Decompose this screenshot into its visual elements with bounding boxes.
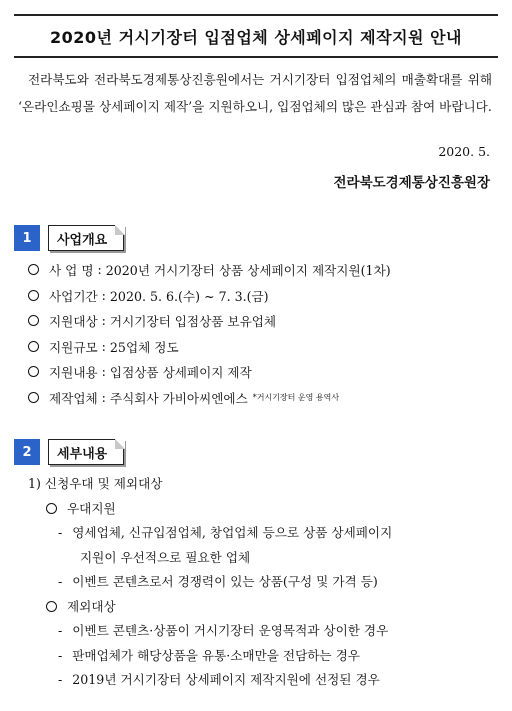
section-2-header: [14, 439, 124, 465]
group-title-row: [28, 497, 498, 522]
group-title: 제외대상: [67, 598, 116, 614]
item-value: 입점상품 상세페이지 제작: [109, 365, 252, 381]
item-note: *거시기장터 운영 용역사: [252, 392, 340, 402]
detail-line: - 영세업체, 신규입점업체, 창업업체 등으로 상품 상세페이지: [58, 525, 393, 540]
item-value: 25업체 정도: [109, 339, 179, 355]
item-key: 사 업 명: [49, 263, 94, 279]
circle-bullet-icon: [46, 503, 57, 514]
detail-line: - 2019년 거시기장터 상세페이지 제작지원에 선정된 경우: [58, 672, 380, 687]
list-item: 지원규모 : 25업체 정도: [28, 334, 498, 360]
detail-line: - 이벤트 콘텐츠·상품이 거시기장터 운영목적과 상이한 경우: [58, 623, 389, 638]
circle-bullet-icon: [28, 290, 39, 301]
title-box: [14, 14, 498, 58]
title-bottom-rule: [14, 56, 498, 58]
section-1-label: 사업개요: [57, 232, 108, 248]
section-2-number: 2: [14, 439, 40, 465]
circle-bullet-icon: [46, 601, 57, 612]
item-key: 지원대상: [49, 314, 98, 330]
group-title: 우대지원: [67, 500, 116, 516]
section-2-label: 세부내용: [57, 446, 108, 462]
group-title-row: [28, 595, 498, 620]
section-2-label-box: [48, 439, 124, 465]
list-item: 사 업 명 : 2020년 거시기장터 상품 상세페이지 제작지원(1차): [28, 257, 498, 283]
list-item: 지원대상 : 거시기장터 입점상품 보유업체: [28, 308, 498, 334]
item-value: 주식회사 가비아씨엔에스: [109, 390, 248, 406]
intro-paragraph: 전라북도와 전라북도경제통상진흥원에서는 거시기장터 입점업체의 매출확대를 위해 ‘온라인쇼핑몰 상세페이지 제작’을 지원하오니, 입점업체의 많은 관심과 참여 바랍니다.: [18, 72, 492, 114]
page-title: 2020년 거시기장터 입점업체 상세페이지 제작지원 안내: [50, 28, 462, 47]
notice-date: 2020. 5.: [438, 144, 490, 159]
overview-list: [28, 257, 498, 410]
detail-heading: 1) 신청우대 및 제외대상: [28, 476, 163, 491]
circle-bullet-icon: [28, 264, 39, 275]
item-value: 2020. 5. 6.(수) ~ 7. 3.(금): [109, 288, 269, 304]
detail-line: - 이벤트 콘텐츠로서 경쟁력이 있는 상품(구성 및 가격 등): [58, 574, 378, 589]
section-1-header: [14, 225, 124, 251]
item-value: 거시기장터 입점상품 보유업체: [109, 314, 277, 330]
item-key: 사업기간: [49, 288, 98, 304]
folded-corner-icon: [115, 439, 125, 449]
signer-name: 전라북도경제통상진흥원장: [333, 175, 490, 191]
circle-bullet-icon: [28, 392, 39, 403]
item-value: 2020년 거시기장터 상품 상세페이지 제작지원(1차): [105, 263, 391, 279]
circle-bullet-icon: [28, 341, 39, 352]
detail-content: [28, 472, 498, 693]
section-1-number: 1: [14, 225, 40, 251]
item-key: 제작업체: [49, 390, 98, 406]
list-item: 제작업체 : 주식회사 가비아씨엔에스 *거시기장터 운영 용역사: [28, 385, 498, 411]
detail-line: - 판매업체가 해당상품을 유통·소매만을 전담하는 경우: [58, 647, 360, 663]
circle-bullet-icon: [28, 315, 39, 326]
section-1-label-box: [48, 225, 124, 251]
list-item: 사업기간 : 2020. 5. 6.(수) ~ 7. 3.(금): [28, 283, 498, 309]
circle-bullet-icon: [28, 366, 39, 377]
list-item: 지원내용 : 입점상품 상세페이지 제작: [28, 359, 498, 385]
item-key: 지원내용: [49, 365, 98, 381]
detail-line-continued: 지원이 우선적으로 필요한 업체: [80, 549, 251, 565]
item-key: 지원규모: [49, 339, 98, 355]
folded-corner-icon: [115, 225, 125, 235]
